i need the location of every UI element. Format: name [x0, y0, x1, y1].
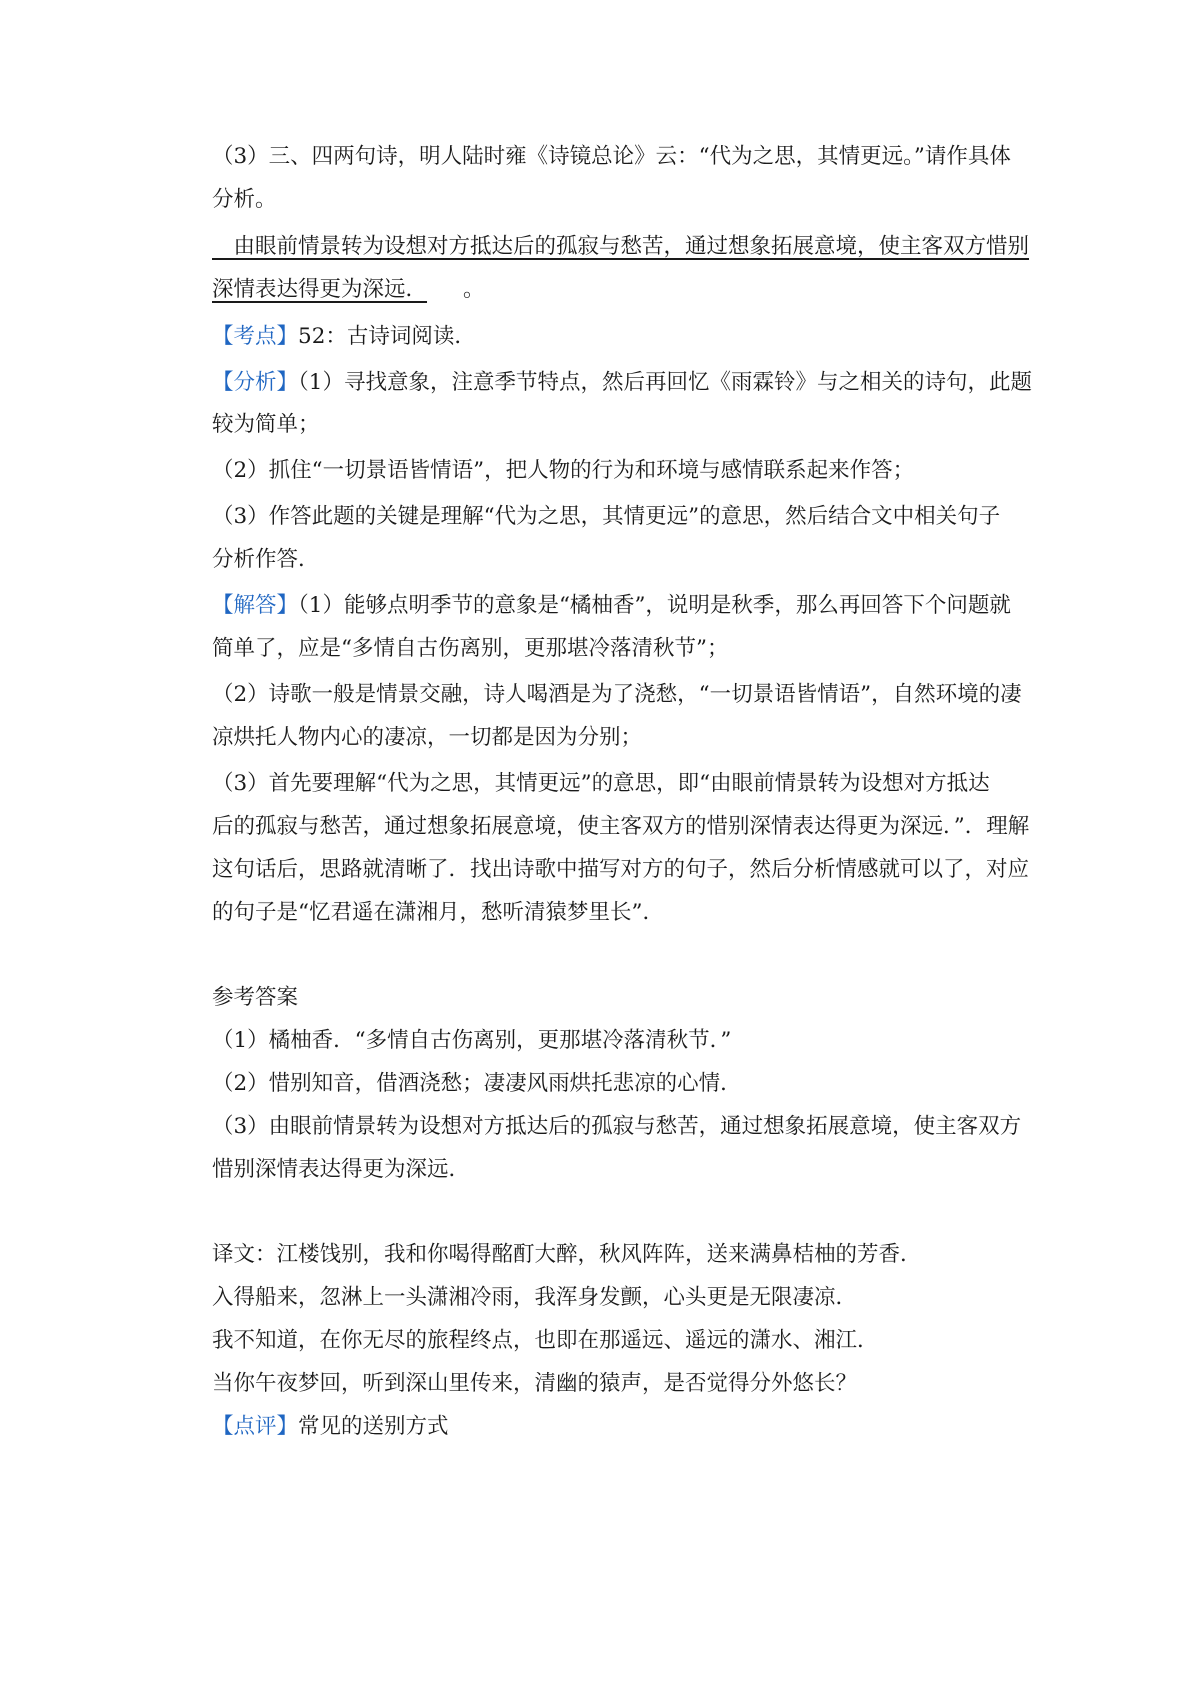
- jieda-row-2: 简单了，应是“多情自古伤离别，更那堪冷落清秋节”；: [212, 636, 729, 661]
- reference-heading: 参考答案: [212, 985, 299, 1010]
- reference-answer-2: （2）惜别知音，借酒浇愁；凄凄风雨烘托悲凉的心情．: [212, 1071, 742, 1096]
- translation-line-2: 入得船来，忽淋上一头潇湘冷雨，我浑身发颤，心头更是无限凄凉．: [212, 1285, 858, 1310]
- translation-line-1: 译文：江楼饯别，我和你喝得酩酊大醉，秋风阵阵，送来满鼻桔柚的芳香．: [212, 1242, 922, 1267]
- q3-answer-text-2: 深情表达得更为深远．: [212, 277, 428, 302]
- translation-line-4: 当你午夜梦回，听到深山里传来，清幽的猿声，是否觉得分外悠长？: [212, 1371, 858, 1396]
- jieda-row-1: [212, 591, 1032, 621]
- jieda-tag: 【解答】: [212, 593, 299, 618]
- jieda-text-1: （1）能够点明季节的意象是“橘柚香”，说明是秋季，那么再回答下个问题就: [298, 593, 1011, 618]
- reference-answer-3-line-2: 惜别深情表达得更为深远．: [212, 1157, 471, 1182]
- kaodian-tag: 【考点】: [212, 324, 299, 349]
- jieda-row-4: 凉烘托人物内心的凄凉，一切都是因为分别；: [212, 725, 643, 750]
- kaodian-text: 52：古诗词阅读．: [298, 324, 476, 349]
- q3-answer-line-2: [212, 275, 1032, 305]
- fenxi-tag: 【分析】: [212, 370, 299, 395]
- jieda-row-7: 这句话后，思路就清晰了．找出诗歌中描写对方的句子，然后分析情感就可以了，对应: [212, 857, 1030, 882]
- jieda-row-5: （3）首先要理解“代为之思，其情更远”的意思，即“由眼前情景转为设想对方抵达: [212, 771, 990, 796]
- q3-answer-end: 。: [463, 277, 485, 302]
- fenxi-row-1: [212, 368, 1032, 398]
- q3-line-2: 分析。: [212, 187, 277, 212]
- jieda-row-8: 的句子是“忆君遥在潇湘月，愁听清猿梦里长”．: [212, 900, 664, 925]
- dianping-row: [212, 1412, 1032, 1442]
- q3-line-1: （3）三、四两句诗，明人陆时雍《诗镜总论》云：“代为之思，其情更远。”请作具体: [212, 144, 1011, 169]
- jieda-row-3: （2）诗歌一般是情景交融，诗人喝酒是为了浇愁，“一切景语皆情语”，自然环境的凄: [212, 682, 1022, 707]
- translation-line-3: 我不知道，在你无尽的旅程终点，也即在那遥远、遥远的潇水、湘江．: [212, 1328, 879, 1353]
- jieda-row-6: 后的孤寂与愁苦，通过想象拓展意境，使主客双方的惜别深情表达得更为深远．”．理解: [212, 814, 1030, 839]
- dianping-text: 常见的送别方式: [298, 1414, 449, 1439]
- reference-answer-1: （1）橘柚香．“多情自古伤离别，更那堪冷落清秋节．”: [212, 1028, 732, 1053]
- fenxi-row-4: （3）作答此题的关键是理解“代为之思，其情更远”的意思，然后结合文中相关句子: [212, 504, 1001, 529]
- reference-answer-3-line-1: （3）由眼前情景转为设想对方抵达后的孤寂与愁苦，通过想象拓展意境，使主客双方: [212, 1114, 1022, 1139]
- fenxi-text-1: （1）寻找意象，注意季节特点，然后再回忆《雨霖铃》与之相关的诗句，此题: [298, 370, 1032, 395]
- q3-answer-text-1: 由眼前情景转为设想对方抵达后的孤寂与愁苦，通过想象拓展意境，使主客双方惜别: [233, 234, 1030, 259]
- q3-answer-line-1: [212, 232, 1032, 262]
- fenxi-row-5: 分析作答．: [212, 547, 320, 572]
- fenxi-row-2: 较为简单；: [212, 412, 320, 437]
- kaodian-row: [212, 322, 1032, 352]
- dianping-tag: 【点评】: [212, 1414, 299, 1439]
- fenxi-row-3: （2）抓住“一切景语皆情语”，把人物的行为和环境与感情联系起来作答；: [212, 458, 915, 483]
